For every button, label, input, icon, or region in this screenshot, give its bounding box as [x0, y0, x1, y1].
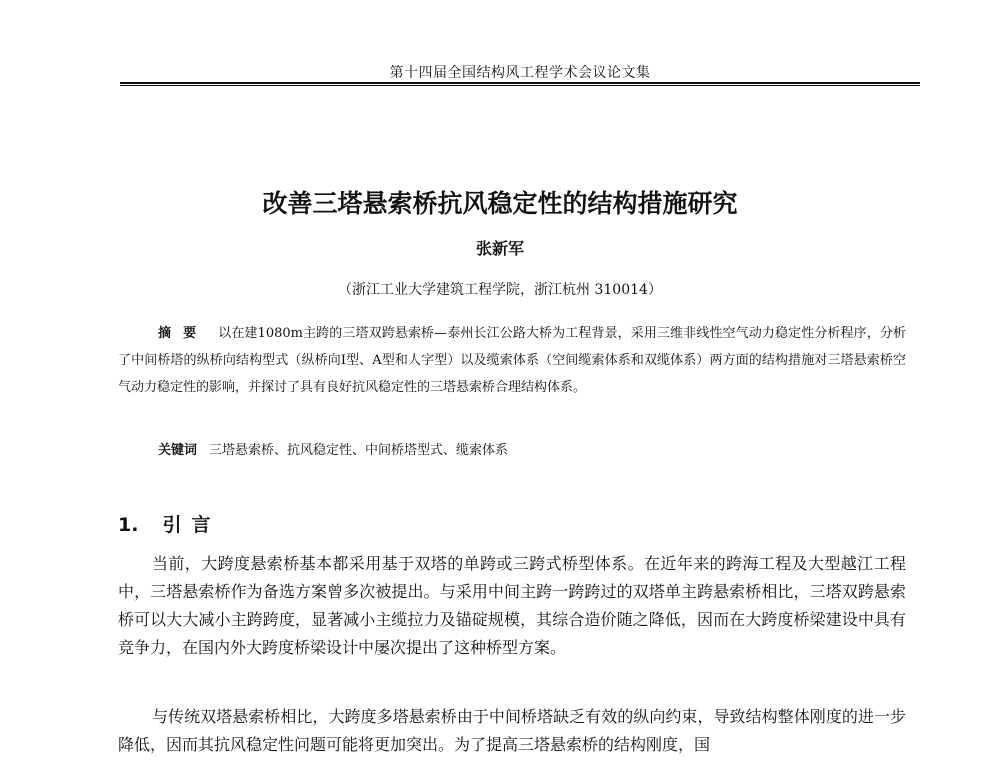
abstract [118, 320, 906, 401]
paper-title: 改善三塔悬索桥抗风稳定性的结构措施研究 [262, 189, 738, 218]
affiliation: （浙江工业大学建筑工程学院，浙江杭州 310014） [338, 282, 662, 298]
keywords-label: 关键词 [158, 443, 198, 458]
keywords-text: 三塔悬索桥、抗风稳定性、中间桥塔型式、缆索体系 [209, 443, 509, 458]
abstract-label: 摘要 [158, 326, 209, 341]
header-rule [120, 82, 920, 86]
keywords [158, 441, 906, 461]
section-title: 引言 [162, 514, 221, 536]
author: 张新军 [475, 239, 524, 258]
running-header: 第十四届全国结构风工程学术会议论文集 [389, 65, 651, 81]
section-heading [118, 510, 518, 537]
paragraph: 当前，大跨度悬索桥基本都采用基于双塔的单跨或三跨式桥型体系。在近年来的跨海工程及大型越江工程中，三塔悬索桥作为备选方案曾多次被提出。与采用中间主跨一跨跨过的双塔单主跨悬索桥相比，三塔双跨悬索桥可以大大减小主跨跨度，显著减小主缆拉力及锚碇规模，其综合造价随之降低，因而在大跨度桥梁建设中具有竞争力，在国内外大跨度桥梁设计中屡次提出了这种桥型方案。 [118, 554, 906, 657]
paragraph: 与传统双塔悬索桥相比，大跨度多塔悬索桥由于中间桥塔缺乏有效的纵向约束，导致结构整体刚度的进一步降低，因而其抗风稳定性问题可能将更加突出。为了提高三塔悬索桥的结构刚度，国 [118, 707, 906, 754]
abstract-text: 以在建1080m主跨的三塔双跨悬索桥—泰州长江公路大桥为工程背景，采用三维非线性空气动力稳定性分析程序，分析了中间桥塔的纵桥向结构型式（纵桥向I型、A型和人字型）以及缆索体系（空间缆索体系和双缆体系）两方面的结构措施对三塔悬索桥空气动力稳定性的影响，并探讨了具有良好抗风稳定性的三塔悬索桥合理结构体系。 [118, 326, 906, 395]
section-number: 1. [118, 514, 139, 536]
